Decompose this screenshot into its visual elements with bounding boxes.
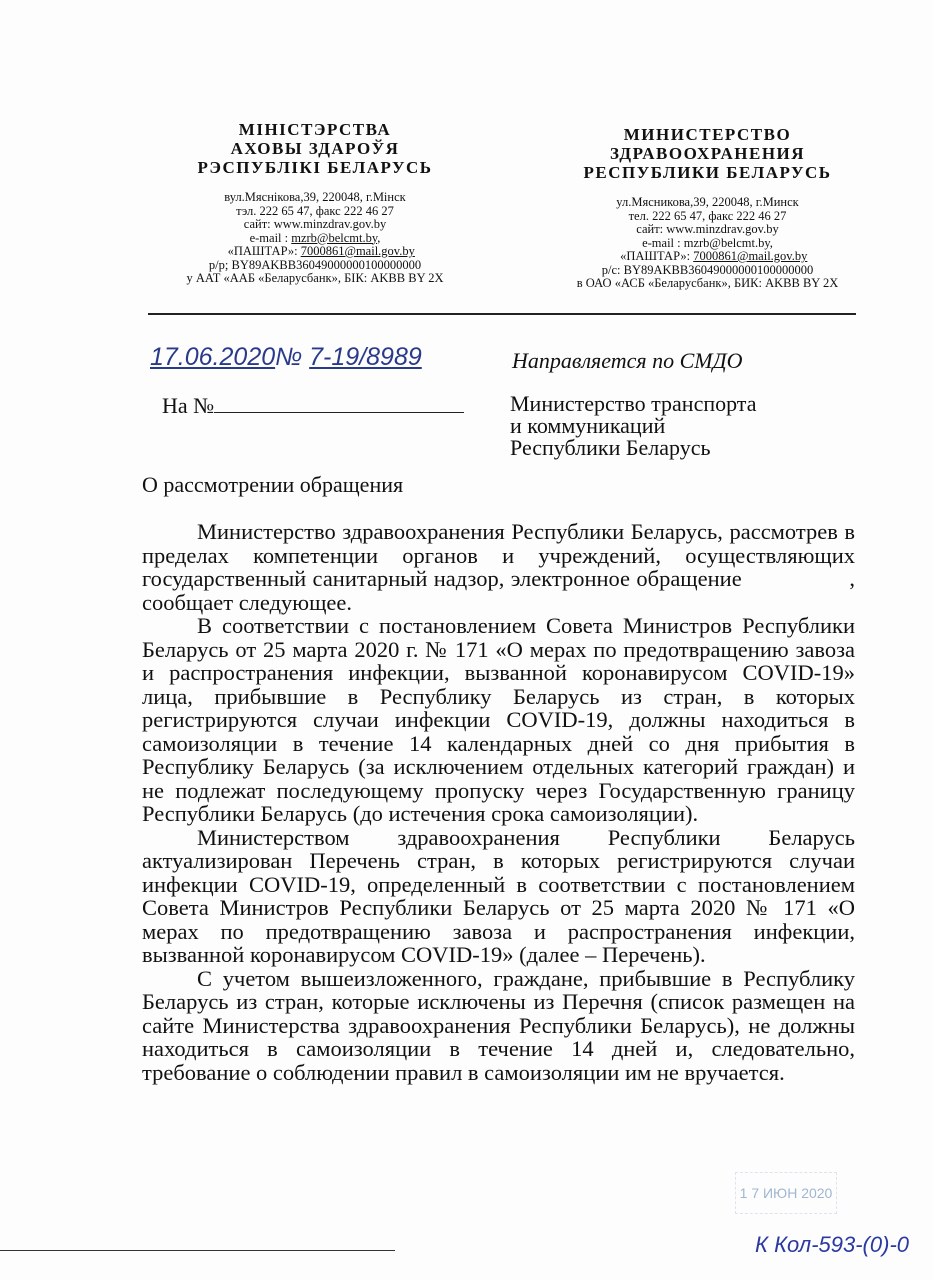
handwritten-note: К Кол-593-(0)-0: [755, 1232, 910, 1257]
registration-number: [150, 343, 422, 372]
pashtar-link[interactable]: 7000861@mail.gov.by: [693, 249, 808, 263]
email-label: e-mail :: [642, 235, 684, 250]
address: вул.Мяснікова,39, 220048, г.Мінск: [224, 190, 406, 204]
reply-to-label: На №: [162, 393, 215, 418]
reply-to-blank: [214, 394, 464, 413]
paragraph: В соответствии с постановлением Совета Министров Республики Беларусь от 25 марта 2020 г. № 171 «О мерах по предотвращению завоза и распространения инфекции, вызванной коронавирусом COVID-19» лица, прибывшие в Республику Беларусь из стран, в которых регистрируются случаи инфекции COVID-19, должны находиться в самоизоляции в течение 14 календарных дней со дня прибытия в Республику Беларусь (за исключением отдельных категорий граждан) и не подлежат последующему пропуску через Государственную границу Республики Беларусь (до истечения срока самоизоляции).: [142, 613, 855, 826]
paragraph: С учетом вышеизложенного, граждане, прибывшие в Республику Беларусь из стран, которые исключены из Перечня (список размещен на сайте Министерства здравоохранения Республики Беларусь), не должны находиться в самоизоляции в течение 14 дней и, следовательно, требование о соблюдении правил в самоизоляции им не вручается.: [142, 965, 855, 1085]
footer-line: [0, 1250, 395, 1251]
site: сайт: www.minzdrav.gov.by: [243, 217, 387, 231]
pashtar-label: «ПАШТАР»:: [227, 244, 301, 258]
letterhead-belarusian: [150, 120, 480, 286]
bank: в ОАО «АСБ «Беларусбанк», БИК: AKBB BY 2X: [576, 276, 839, 290]
email-link[interactable]: mzrb@belcmt.by,: [291, 230, 381, 245]
email-label: e-mail :: [249, 230, 292, 245]
email-link[interactable]: mzrb@belcmt.by,: [683, 235, 773, 250]
reg-number: 7-19/8989: [309, 343, 422, 371]
phone: тел. 222 65 47, факс 222 46 27: [628, 208, 787, 223]
number-sign: №: [275, 343, 310, 371]
letter-body: [142, 519, 861, 1085]
bank: у ААТ «ААБ «Беларусбанк», БІК: AKBB BY 2X: [186, 271, 444, 285]
pashtar-link[interactable]: 7000861@mail.gov.by: [300, 244, 415, 258]
account: р/р; BY89AKBB36049000000100000000: [208, 257, 422, 272]
addressee-line: Республики Беларусь: [510, 435, 711, 460]
ministry-name-by-2: АХОВЫ ЗДАРОЎЯ: [230, 139, 400, 158]
header-divider: [148, 313, 856, 315]
reg-date: 17.06.2020: [150, 343, 276, 371]
ministry-name-ru-3: РЕСПУБЛИКИ БЕЛАРУСЬ: [583, 163, 832, 182]
letterhead-russian: [545, 125, 870, 291]
phone: тэл. 222 65 47, факс 222 46 27: [236, 203, 394, 218]
reply-to-field: [162, 393, 464, 419]
pashtar-label: «ПАШТАР»:: [620, 249, 694, 263]
ministry-name-by-1: МІНІСТЭРСТВА: [238, 120, 392, 139]
ministry-name-by-3: РЭСПУБЛІКІ БЕЛАРУСЬ: [197, 158, 433, 177]
paragraph: Министерством здравоохранения Республики Беларусь актуализирован Перечень стран, в которых регистрируются случаи инфекции COVID-19, определенный в соответствии с постановлением Совета Министров Республики Беларусь от 25 марта 2020 № 171 «О мерах по предотвращению завоза и распространения инфекции, вызванной коронавирусом COVID-19» (далее – Перечень).: [142, 824, 855, 967]
subject: О рассмотрении обращения: [142, 472, 404, 497]
ministry-name-ru-1: МИНИСТЕРСТВО: [623, 125, 792, 144]
address: ул.Мясникова,39, 220048, г.Минск: [616, 195, 799, 209]
account: р/с: BY89AKBB36049000000100000000: [601, 262, 814, 277]
addressee: [510, 393, 756, 459]
addressee-line: Министерство транспорта: [510, 391, 757, 416]
addressee-line: и коммуникаций: [510, 413, 666, 438]
paragraph: Министерство здравоохранения Республики Беларусь, рассмотрев в пределах компетенции органов и учреждений, осуществляющих государственный санитарный надзор, электронное обращение , сообщает следующее.: [142, 519, 861, 615]
site: сайт: www.minzdrav.gov.by: [636, 222, 779, 236]
sent-via: Направляется по СМДО: [512, 348, 743, 373]
received-date-stamp: 1 7 ИЮН 2020: [735, 1172, 837, 1214]
ministry-name-ru-2: ЗДРАВООХРАНЕНИЯ: [609, 144, 806, 163]
